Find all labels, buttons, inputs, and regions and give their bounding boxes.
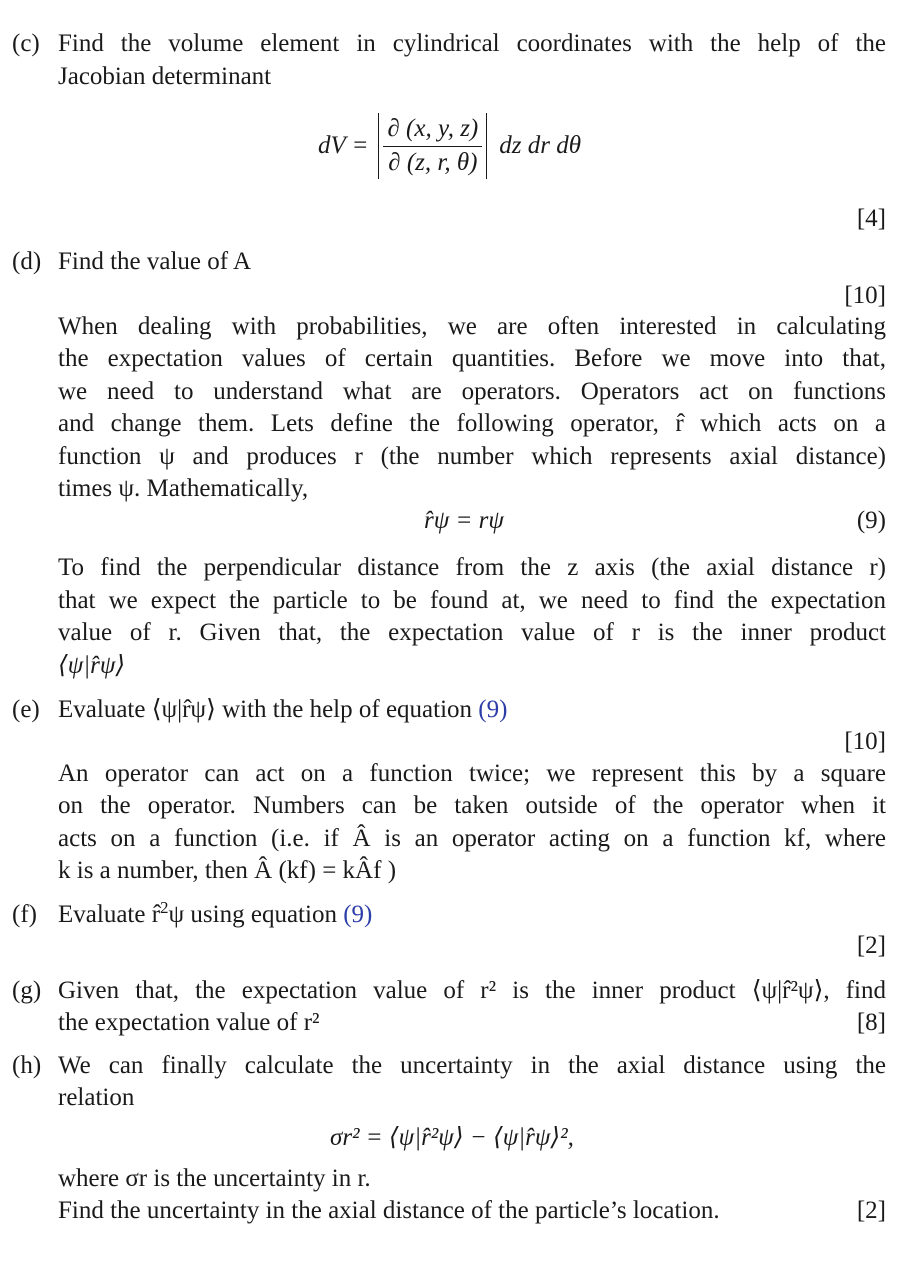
para-3-line-4: k is a number, then Â (kf) = kÂf ) (58, 857, 397, 884)
part-g-line-1: Given that, the expectation value of r² is the inner product ⟨ψ|r̂²ψ⟩, find (58, 977, 886, 1004)
part-h-line-3: where σr is the uncertainty in r. (58, 1165, 371, 1192)
part-g-mark: [8] (856, 1009, 886, 1036)
para-2-line-3: value of r. Given that, the expectation value of r is the inner product (58, 619, 886, 646)
part-f-superscript: 2 (160, 898, 169, 917)
equation-9: r̂ψ = rψ (424, 507, 504, 534)
jacobian-denominator: ∂ (z, r, θ) (388, 148, 478, 176)
part-g-line-2: the expectation value of r² (58, 1009, 320, 1036)
jacobian-determinant (378, 113, 487, 179)
part-e-text-line (58, 694, 507, 727)
para-1-line-2: the expectation values of certain quantities. Before we move into that, (58, 345, 886, 372)
para-1-line-4: and change them. Lets define the following operator, r̂ which acts on a (58, 410, 886, 437)
para-1-line-3: we need to understand what are operators. Operators act on functions (58, 378, 886, 405)
part-e-equation-ref[interactable]: (9) (478, 696, 508, 723)
part-f-text-a: Evaluate r̂ (58, 901, 161, 928)
para-1-line-1: When dealing with probabilities, we are often interested in calculating (58, 313, 886, 340)
part-h-line-4: Find the uncertainty in the axial distance of the particle’s location. (58, 1197, 720, 1224)
part-h-line-2: relation (58, 1084, 135, 1111)
part-d-label: (d) (12, 248, 42, 275)
part-e-label: (e) (12, 696, 40, 723)
part-e-mark: [10] (844, 728, 886, 755)
equation-9-number: (9) (856, 507, 886, 534)
jacobian-fraction (383, 113, 482, 179)
jacobian-equation (318, 113, 581, 179)
part-f-text-line (58, 899, 372, 934)
part-d-text: Find the value of A (58, 248, 252, 275)
jacobian-lhs: dV = (318, 131, 369, 159)
jacobian-rhs: dz dr dθ (499, 131, 581, 159)
part-f-equation-ref[interactable]: (9) (343, 901, 373, 928)
jacobian-numerator: ∂ (x, y, z) (383, 113, 482, 147)
part-f-label: (f) (12, 901, 37, 928)
para-3-line-1: An operator can act on a function twice; we represent this by a square (58, 760, 886, 787)
para-3-line-2: on the operator. Numbers can be taken outside of the operator when it (58, 792, 886, 819)
part-h-mark: [2] (856, 1197, 886, 1224)
part-c-line-2: Jacobian determinant (58, 63, 272, 90)
part-e-text: Evaluate ⟨ψ|r̂ψ⟩ with the help of equation (58, 696, 473, 723)
part-g-label: (g) (12, 977, 42, 1004)
para-2-line-1: To find the perpendicular distance from the z axis (the axial distance r) (58, 554, 886, 581)
part-h-label: (h) (12, 1052, 42, 1079)
para-3-line-3: acts on a function (i.e. if Â is an operator acting on a function kf, where (58, 825, 886, 852)
para-2-line-2: that we expect the particle to be found at, we need to find the expectation (58, 587, 886, 614)
uncertainty-equation: σr² = ⟨ψ|r̂²ψ⟩ − ⟨ψ|r̂ψ⟩², (330, 1124, 574, 1151)
para-1-line-6: times ψ. Mathematically, (58, 475, 309, 502)
part-c-line-1: Find the volume element in cylindrical coordinates with the help of the (58, 30, 886, 57)
part-f-mark: [2] (856, 932, 886, 959)
para-1-line-5: function ψ and produces r (the number which represents axial distance) (58, 443, 886, 470)
part-c-label: (c) (12, 30, 40, 57)
part-c-mark: [4] (856, 205, 886, 232)
part-h-line-1: We can finally calculate the uncertainty in the axial distance using the (58, 1052, 886, 1079)
part-f-text-b: ψ using equation (168, 901, 337, 928)
part-d-mark: [10] (844, 282, 886, 309)
para-2-line-4: ⟨ψ|r̂ψ⟩ (58, 652, 126, 679)
